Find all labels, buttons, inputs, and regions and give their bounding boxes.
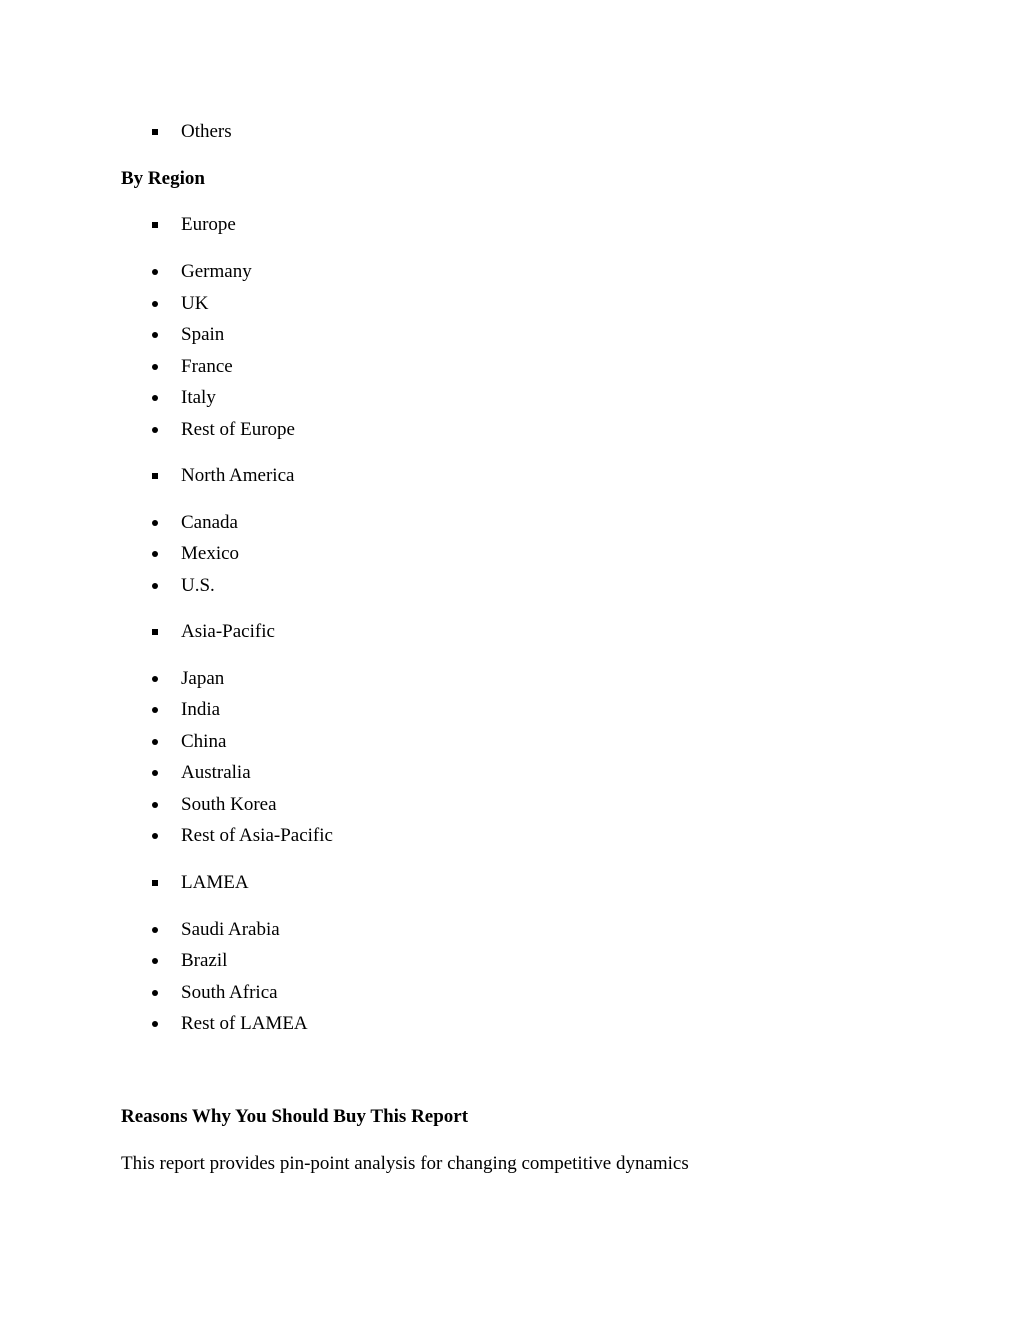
list-item: France [181,356,233,377]
section-heading-reasons: Reasons Why You Should Buy This Report [121,1106,469,1127]
region-lamea: LAMEA [181,872,249,893]
round-bullet-icon [152,958,158,964]
round-bullet-icon [152,707,158,713]
list-item: Spain [181,324,225,345]
list-item: Rest of LAMEA [181,1013,308,1034]
round-bullet-icon [152,520,158,526]
round-bullet-icon [152,833,158,839]
round-bullet-icon [152,395,158,401]
list-item: Brazil [181,950,228,971]
square-bullet-icon [152,473,158,479]
list-item: South Africa [181,982,278,1003]
list-item: Japan [181,668,225,689]
round-bullet-icon [152,269,158,275]
round-bullet-icon [152,427,158,433]
round-bullet-icon [152,990,158,996]
square-bullet-icon [152,629,158,635]
list-item: South Korea [181,794,277,815]
round-bullet-icon [152,1021,158,1027]
square-bullet-icon [152,222,158,228]
list-item: India [181,699,221,720]
round-bullet-icon [152,332,158,338]
round-bullet-icon [152,301,158,307]
list-item: Saudi Arabia [181,919,280,940]
list-item: Rest of Asia-Pacific [181,825,333,846]
list-item: UK [181,293,209,314]
list-item: Australia [181,762,251,783]
list-item: Rest of Europe [181,419,295,440]
list-item-others: Others [181,121,232,142]
list-item: Germany [181,261,252,282]
list-item: Mexico [181,543,240,564]
reasons-paragraph: This report provides pin-point analysis for changing competitive dynamics [121,1153,689,1174]
round-bullet-icon [152,364,158,370]
list-item: Canada [181,512,238,533]
round-bullet-icon [152,802,158,808]
region-asia-pacific: Asia-Pacific [181,621,275,642]
round-bullet-icon [152,551,158,557]
round-bullet-icon [152,583,158,589]
list-item: China [181,731,227,752]
region-north-america: North America [181,465,295,486]
list-item: U.S. [181,575,215,596]
section-heading-by-region: By Region [121,168,205,189]
round-bullet-icon [152,739,158,745]
square-bullet-icon [152,880,158,886]
round-bullet-icon [152,676,158,682]
round-bullet-icon [152,927,158,933]
square-bullet-icon [152,129,158,135]
list-item: Italy [181,387,216,408]
region-europe: Europe [181,214,236,235]
round-bullet-icon [152,770,158,776]
